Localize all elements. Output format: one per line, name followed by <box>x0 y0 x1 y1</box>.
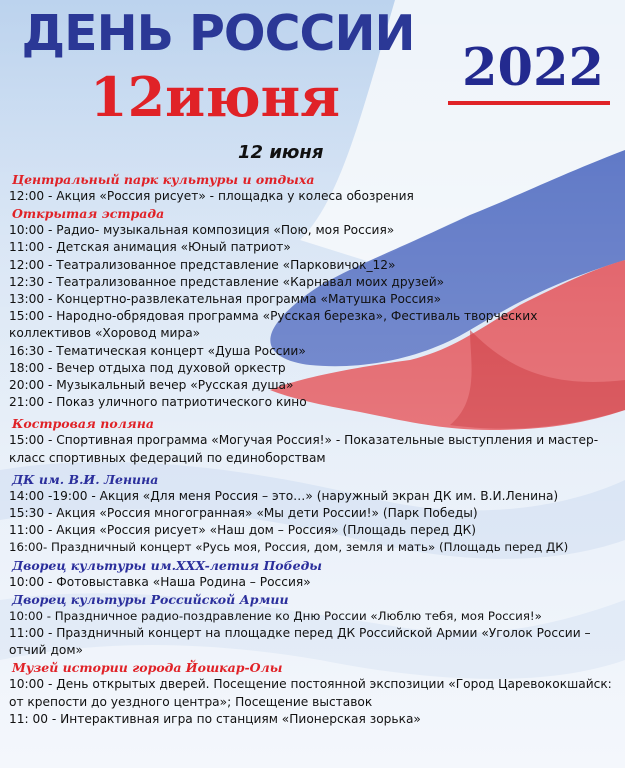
event-text: - Показ уличного патриотического кино <box>44 395 307 410</box>
event-text: - Народно-обрядовая программа «Русская березка», Фестиваль творческих коллективов «Хоровод мира» <box>9 309 538 341</box>
event-text: - Акция «Россия рисует» - площадка у колеса обозрения <box>44 189 414 203</box>
section-title: Центральный парк культуры и отдыха <box>12 172 315 187</box>
event-time: 12:00 <box>9 257 45 272</box>
event-text: - Праздничный концерт на площадке перед ДК Российской Армии «Уголок России – отчий дом» <box>9 626 591 658</box>
event-item <box>0 432 625 466</box>
event-text: - Акция «Россия рисует» «Наш дом – Россия» (Площадь перед ДК) <box>44 523 477 538</box>
event-text: - Театрализованное представление «Карнавал моих друзей» <box>44 274 445 289</box>
event-item <box>0 274 625 291</box>
event-item <box>0 625 625 659</box>
event-time: 18:00 <box>9 360 45 375</box>
event-text: - Вечер отдыха под духовой оркестр <box>44 360 286 375</box>
event-text: - Интерактивная игра по станциям «Пионерская зорька» <box>48 711 421 726</box>
event-item <box>0 257 625 274</box>
event-item <box>0 308 625 342</box>
event-time: 11:00 <box>9 523 45 538</box>
event-time: 15:30 <box>9 506 45 521</box>
event-item <box>0 574 625 591</box>
event-text: - Концертно-развлекательная программа «Матушка Россия» <box>44 292 442 307</box>
event-text: - Праздничный концерт «Русь моя, Россия, дом, земля и мать» (Площадь перед ДК) <box>43 540 569 555</box>
event-item <box>0 222 625 239</box>
event-item <box>0 343 625 360</box>
page-title: ДЕНЬ РОССИИ <box>21 5 415 62</box>
event-text: - Акция «Для меня Россия – это…» (наружный экран ДК им. В.И.Ленина) <box>87 488 559 503</box>
event-item <box>0 394 625 411</box>
event-time: 10:00 <box>9 574 45 589</box>
event-text: - Детская анимация «Юный патриот» <box>44 240 291 255</box>
year-label: 2022 <box>462 38 604 98</box>
event-item <box>0 488 625 505</box>
section-title: Дворец культуры им.XXX-летия Победы <box>12 557 323 573</box>
event-program <box>0 171 625 728</box>
event-text: - Праздничное радио-поздравление ко Дню России «Люблю тебя, моя Россия!» <box>43 608 542 623</box>
event-time: 11: 00 <box>9 711 48 726</box>
event-text: - Тематическая концерт «Душа России» <box>44 343 306 358</box>
section-title: Дворец культуры Российской Армии <box>12 591 289 607</box>
event-time: 11:00 <box>9 240 45 255</box>
event-time: 10:00 <box>9 677 45 692</box>
event-text: - Акция «Россия многогранная» «Мы дети России!» (Парк Победы) <box>44 506 478 521</box>
event-text: - Театрализованное представление «Парковичок_12» <box>44 257 396 272</box>
event-text: - Фотовыставка «Наша Родина – Россия» <box>44 574 311 589</box>
event-time: 15:00 <box>9 309 45 324</box>
event-text: - Спортивная программа «Могучая Россия!» - Показательные выступления и мастер-класс спортивных федераций по единоборствам <box>9 433 599 465</box>
event-time: 11:00 <box>9 626 45 641</box>
event-item <box>0 505 625 522</box>
event-time: 10:00 <box>9 608 43 623</box>
event-time: 13:00 <box>9 292 45 307</box>
event-text: - Музыкальный вечер «Русская душа» <box>44 378 294 393</box>
event-item <box>0 522 625 539</box>
holiday-date: 12июня <box>90 65 340 129</box>
event-time: 16:00 <box>9 540 43 555</box>
event-time: 12:00 <box>9 189 45 203</box>
event-item <box>0 539 625 556</box>
event-item <box>0 188 625 205</box>
event-text: - Радио- музыкальная композиция «Пою, моя Россия» <box>44 223 395 238</box>
year-underline <box>448 101 610 105</box>
section-title: ДК им. В.И. Ленина <box>12 471 159 487</box>
event-time: 14:00 -19:00 <box>9 488 88 503</box>
event-item <box>0 291 625 308</box>
event-item <box>0 676 625 710</box>
event-item <box>0 377 625 394</box>
section-title: Костровая поляна <box>12 416 154 432</box>
event-item <box>0 711 625 728</box>
event-time: 16:30 <box>9 343 45 358</box>
event-item <box>0 239 625 256</box>
schedule-date-heading: 12 июня <box>238 142 324 163</box>
event-text: - День открытых дверей. Посещение постоянной экспозиции «Город Царевококшайск: от крепости до уездного центра»; Посещение выставок <box>9 677 612 709</box>
event-item <box>0 360 625 377</box>
event-time: 21:00 <box>9 395 45 410</box>
event-time: 20:00 <box>9 378 45 393</box>
section-title: Музей истории города Йошкар-Олы <box>12 660 283 676</box>
event-time: 12:30 <box>9 274 45 289</box>
section-title: Открытая эстрада <box>12 206 165 222</box>
event-item <box>0 608 625 625</box>
event-time: 15:00 <box>9 433 45 448</box>
event-time: 10:00 <box>9 223 45 238</box>
